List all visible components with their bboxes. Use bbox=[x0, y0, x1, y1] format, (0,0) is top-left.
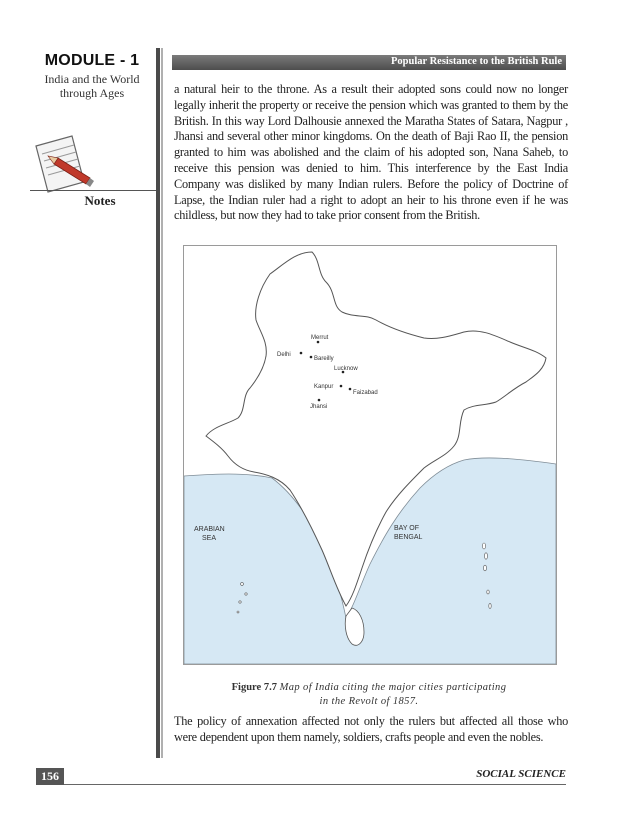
city-label-merrut: Merrut bbox=[311, 335, 329, 341]
chapter-header-bar bbox=[172, 55, 566, 70]
body-paragraph-2: The policy of annexation affected not only the rulers but affected all those who were dependent upon them namely, soldiers, crafts people and even the nobles. bbox=[174, 714, 568, 744]
figure-caption bbox=[183, 681, 555, 709]
sea-label-arabian-2: SEA bbox=[202, 535, 217, 542]
city-dot-merrut bbox=[317, 341, 320, 344]
margin-rule-light bbox=[161, 48, 163, 758]
caption-text-line1: Map of India citing the major cities participating bbox=[279, 682, 507, 693]
body-paragraph-1: a natural heir to the throne. As a result their adopted sons could now no longer legally inherit the property or receive the pension which was granted to them by the British. In this way Lord Dalhousie annexed the Maratha States of Satara, Nagpur , Jhansi and several other minor kingdoms. On the death of Baji Rao II, the pension granted to him was abolished and the claim of his adopted son, Nana Saheb, to receive this pension was denied to him. This interference by the East India Company was disliked by many Indian rulers. Before the policy of Doctrine of Lapse, the Indian ruler had a right to adopt an heir to his throne even if he was childless, but now they had to take prior consent from the British. bbox=[174, 82, 568, 223]
module-subtitle-line2: through Ages bbox=[59, 86, 125, 100]
caption-lead: Figure 7.7 bbox=[231, 682, 277, 693]
page-number: 156 bbox=[36, 768, 64, 785]
sea-label-bay-2: BENGAL bbox=[394, 534, 423, 541]
notes-pencil-icon bbox=[28, 128, 100, 198]
module-subtitle bbox=[28, 72, 156, 100]
city-dot-kanpur bbox=[340, 385, 343, 388]
footer-divider bbox=[64, 784, 566, 785]
sea-label-bay-1: BAY OF bbox=[394, 525, 420, 532]
chapter-title: Popular Resistance to the British Rule bbox=[390, 56, 562, 67]
margin-rule-dark bbox=[156, 48, 160, 758]
city-label-lucknow: Lucknow bbox=[334, 366, 358, 372]
module-sidebar bbox=[28, 52, 156, 100]
sea-label-arabian-1: ARABIAN bbox=[194, 526, 225, 533]
city-label-kanpur: Kanpur bbox=[314, 384, 334, 390]
caption-text-line2: in the Revolt of 1857. bbox=[319, 696, 419, 707]
city-label-delhi: Delhi bbox=[277, 352, 291, 358]
notes-divider bbox=[30, 190, 156, 191]
city-label-bareilly: Bareilly bbox=[314, 356, 334, 362]
city-dot-faizabad bbox=[349, 388, 352, 391]
city-dot-bareilly bbox=[310, 356, 313, 359]
india-map-figure bbox=[183, 245, 557, 665]
caption-line-1 bbox=[183, 681, 555, 695]
india-map-svg bbox=[184, 246, 556, 664]
notes-label: Notes bbox=[84, 193, 116, 208]
module-subtitle-line1: India and the World bbox=[44, 72, 140, 86]
city-label-jhansi: Jhansi bbox=[310, 404, 328, 410]
module-title: MODULE - 1 bbox=[44, 52, 140, 69]
city-dot-delhi bbox=[300, 352, 303, 355]
footer-subject: SOCIAL SCIENCE bbox=[476, 768, 566, 780]
city-dot-jhansi bbox=[318, 399, 321, 402]
city-label-faizabad: Faizabad bbox=[353, 390, 378, 396]
